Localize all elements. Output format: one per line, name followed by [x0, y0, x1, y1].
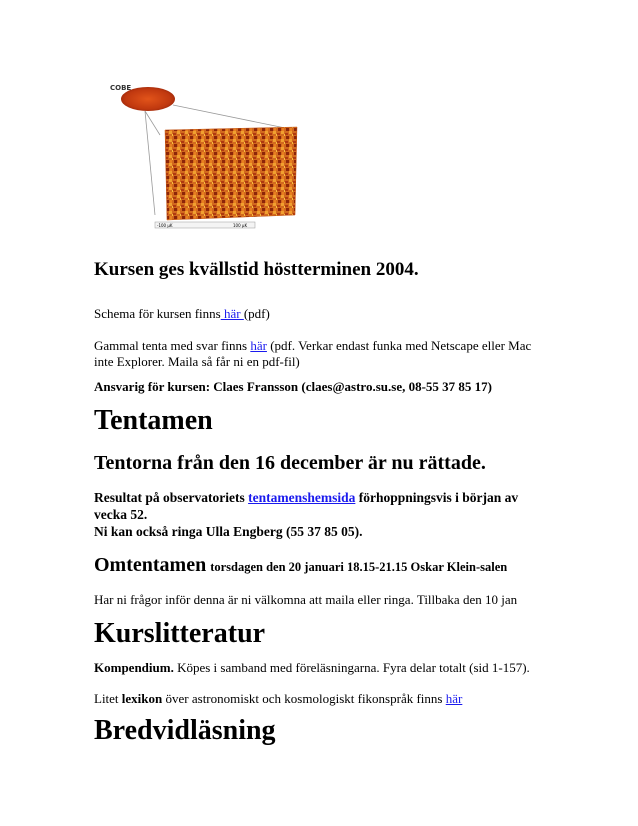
intro-heading: Kursen ges kvällstid höstterminen 2004. [94, 259, 419, 280]
schedule-text: Schema för kursen finns [94, 306, 221, 321]
old-exam-link[interactable]: här [250, 338, 267, 353]
cmb-map-image [105, 75, 305, 235]
lexikon-text: över astronomiskt och kosmologiskt fikonspråk finns [162, 691, 446, 706]
kurslitteratur-heading: Kurslitteratur [94, 618, 266, 649]
cobe-figure [105, 75, 305, 235]
lexikon-bold: lexikon [121, 691, 163, 706]
omtentamen-line [94, 554, 507, 577]
schedule-line [94, 306, 270, 322]
omtentamen-title: Omtentamen [94, 554, 207, 576]
colorbar-right-label: 100 μK [233, 223, 248, 228]
colorbar-left-label: -100 μK [157, 223, 173, 228]
responsible-line: Ansvarig för kursen: Claes Fransson (claes@astro.su.se, 08-55 37 85 17) [94, 379, 492, 394]
old-exam-text: Gammal tenta med svar finns [94, 338, 251, 353]
kompendium-line [94, 660, 530, 676]
lexikon-link[interactable]: här [445, 691, 463, 706]
cobe-logo: COBE [110, 84, 132, 92]
questions-line: Har ni frågor inför denna är ni välkomna att maila eller ringa. Tillbaka den 10 jan [94, 592, 518, 607]
lexikon-prefix: Litet [94, 691, 122, 706]
result-prefix: Resultat på observatoriets [94, 490, 249, 505]
result-suffix: förhoppningsvis i början av vecka 52. [94, 490, 519, 522]
omtentamen-details: torsdagen den 20 januari 18.15-21.15 Oskar Klein-salen [210, 560, 508, 574]
kompendium-bold: Kompendium. [94, 660, 174, 675]
kompendium-text: Köpes i samband med föreläsningarna. Fyra delar totalt (sid 1-157). [173, 660, 530, 675]
phone-line: Ni kan också ringa Ulla Engberg (55 37 85 05). [94, 524, 363, 539]
cmb-patch [165, 127, 297, 220]
old-exam-suffix: (pdf. Verkar endast funka med Netscape eller Mac inte Explorer. Maila så får ni en pdf-fil) [94, 338, 532, 369]
lexikon-line [94, 691, 462, 707]
schedule-link[interactable]: här [220, 306, 244, 321]
schedule-suffix: (pdf) [243, 306, 270, 321]
tentamen-heading: Tentamen [94, 405, 213, 436]
tentamen-subheading: Tentorna från den 16 december är nu rättade. [94, 452, 486, 474]
result-paragraph [94, 489, 554, 540]
bredvidlasning-heading: Bredvidläsning [94, 715, 276, 746]
old-exam-paragraph [94, 338, 554, 370]
tentamenshemsida-link[interactable]: tentamenshemsida [248, 490, 356, 505]
